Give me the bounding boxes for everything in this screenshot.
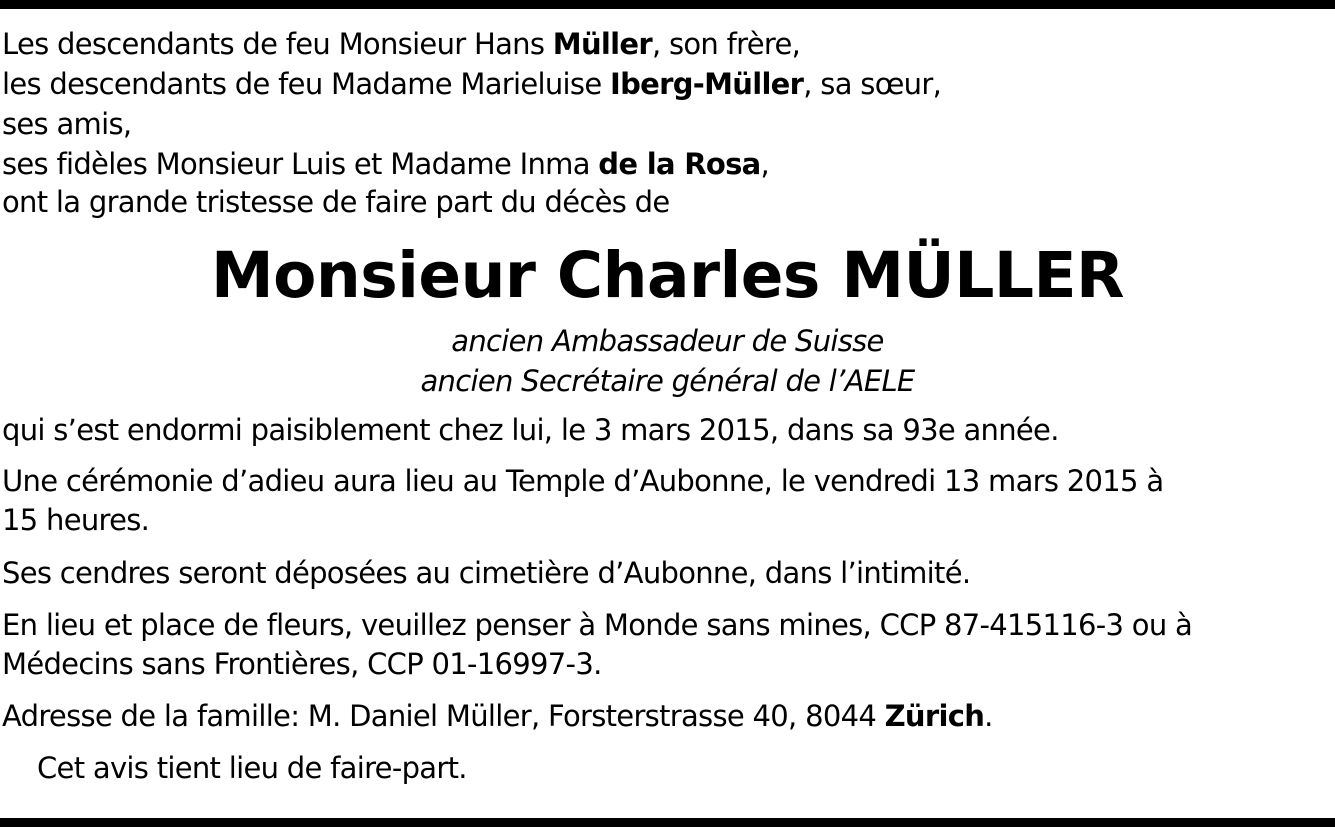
donations-line-2: Médecins sans Frontières, CCP 01-16997-3. [2, 647, 602, 681]
deceased-name: Monsieur Charles MÜLLER [210, 239, 1125, 312]
deceased-title-2: ancien Secrétaire général de l’AELE [420, 364, 915, 398]
bottom-border-rule [0, 818, 1335, 827]
family-address: Adresse de la famille: M. Daniel Müller, Forsterstrasse 40, 8044 Zürich. [2, 699, 993, 733]
intro-line-5: ont la grande tristesse de faire part du décès de [2, 185, 670, 219]
top-border-rule [0, 0, 1335, 9]
closing-note: Cet avis tient lieu de faire-part. [37, 751, 467, 785]
ashes-paragraph: Ses cendres seront déposées au cimetière d’Aubonne, dans l’intimité. [2, 556, 971, 590]
ceremony-line-1: Une cérémonie d’adieu aura lieu au Temple d’Aubonne, le vendredi 13 mars 2015 à [2, 464, 1164, 498]
ceremony-line-2: 15 heures. [2, 503, 150, 537]
deceased-title-1: ancien Ambassadeur de Suisse [451, 324, 884, 358]
intro-line-4: ses fidèles Monsieur Luis et Madame Inma de la Rosa, [2, 147, 770, 181]
donations-line-1: En lieu et place de fleurs, veuillez penser à Monde sans mines, CCP 87-415116-3 ou à [2, 608, 1193, 642]
intro-line-1: Les descendants de feu Monsieur Hans Müller, son frère, [2, 27, 801, 61]
intro-line-3: ses amis, [2, 107, 132, 141]
intro-line-2: les descendants de feu Madame Marieluise Iberg-Müller, sa sœur, [2, 67, 942, 101]
death-announcement: qui s’est endormi paisiblement chez lui, le 3 mars 2015, dans sa 93e année. [2, 413, 1059, 447]
